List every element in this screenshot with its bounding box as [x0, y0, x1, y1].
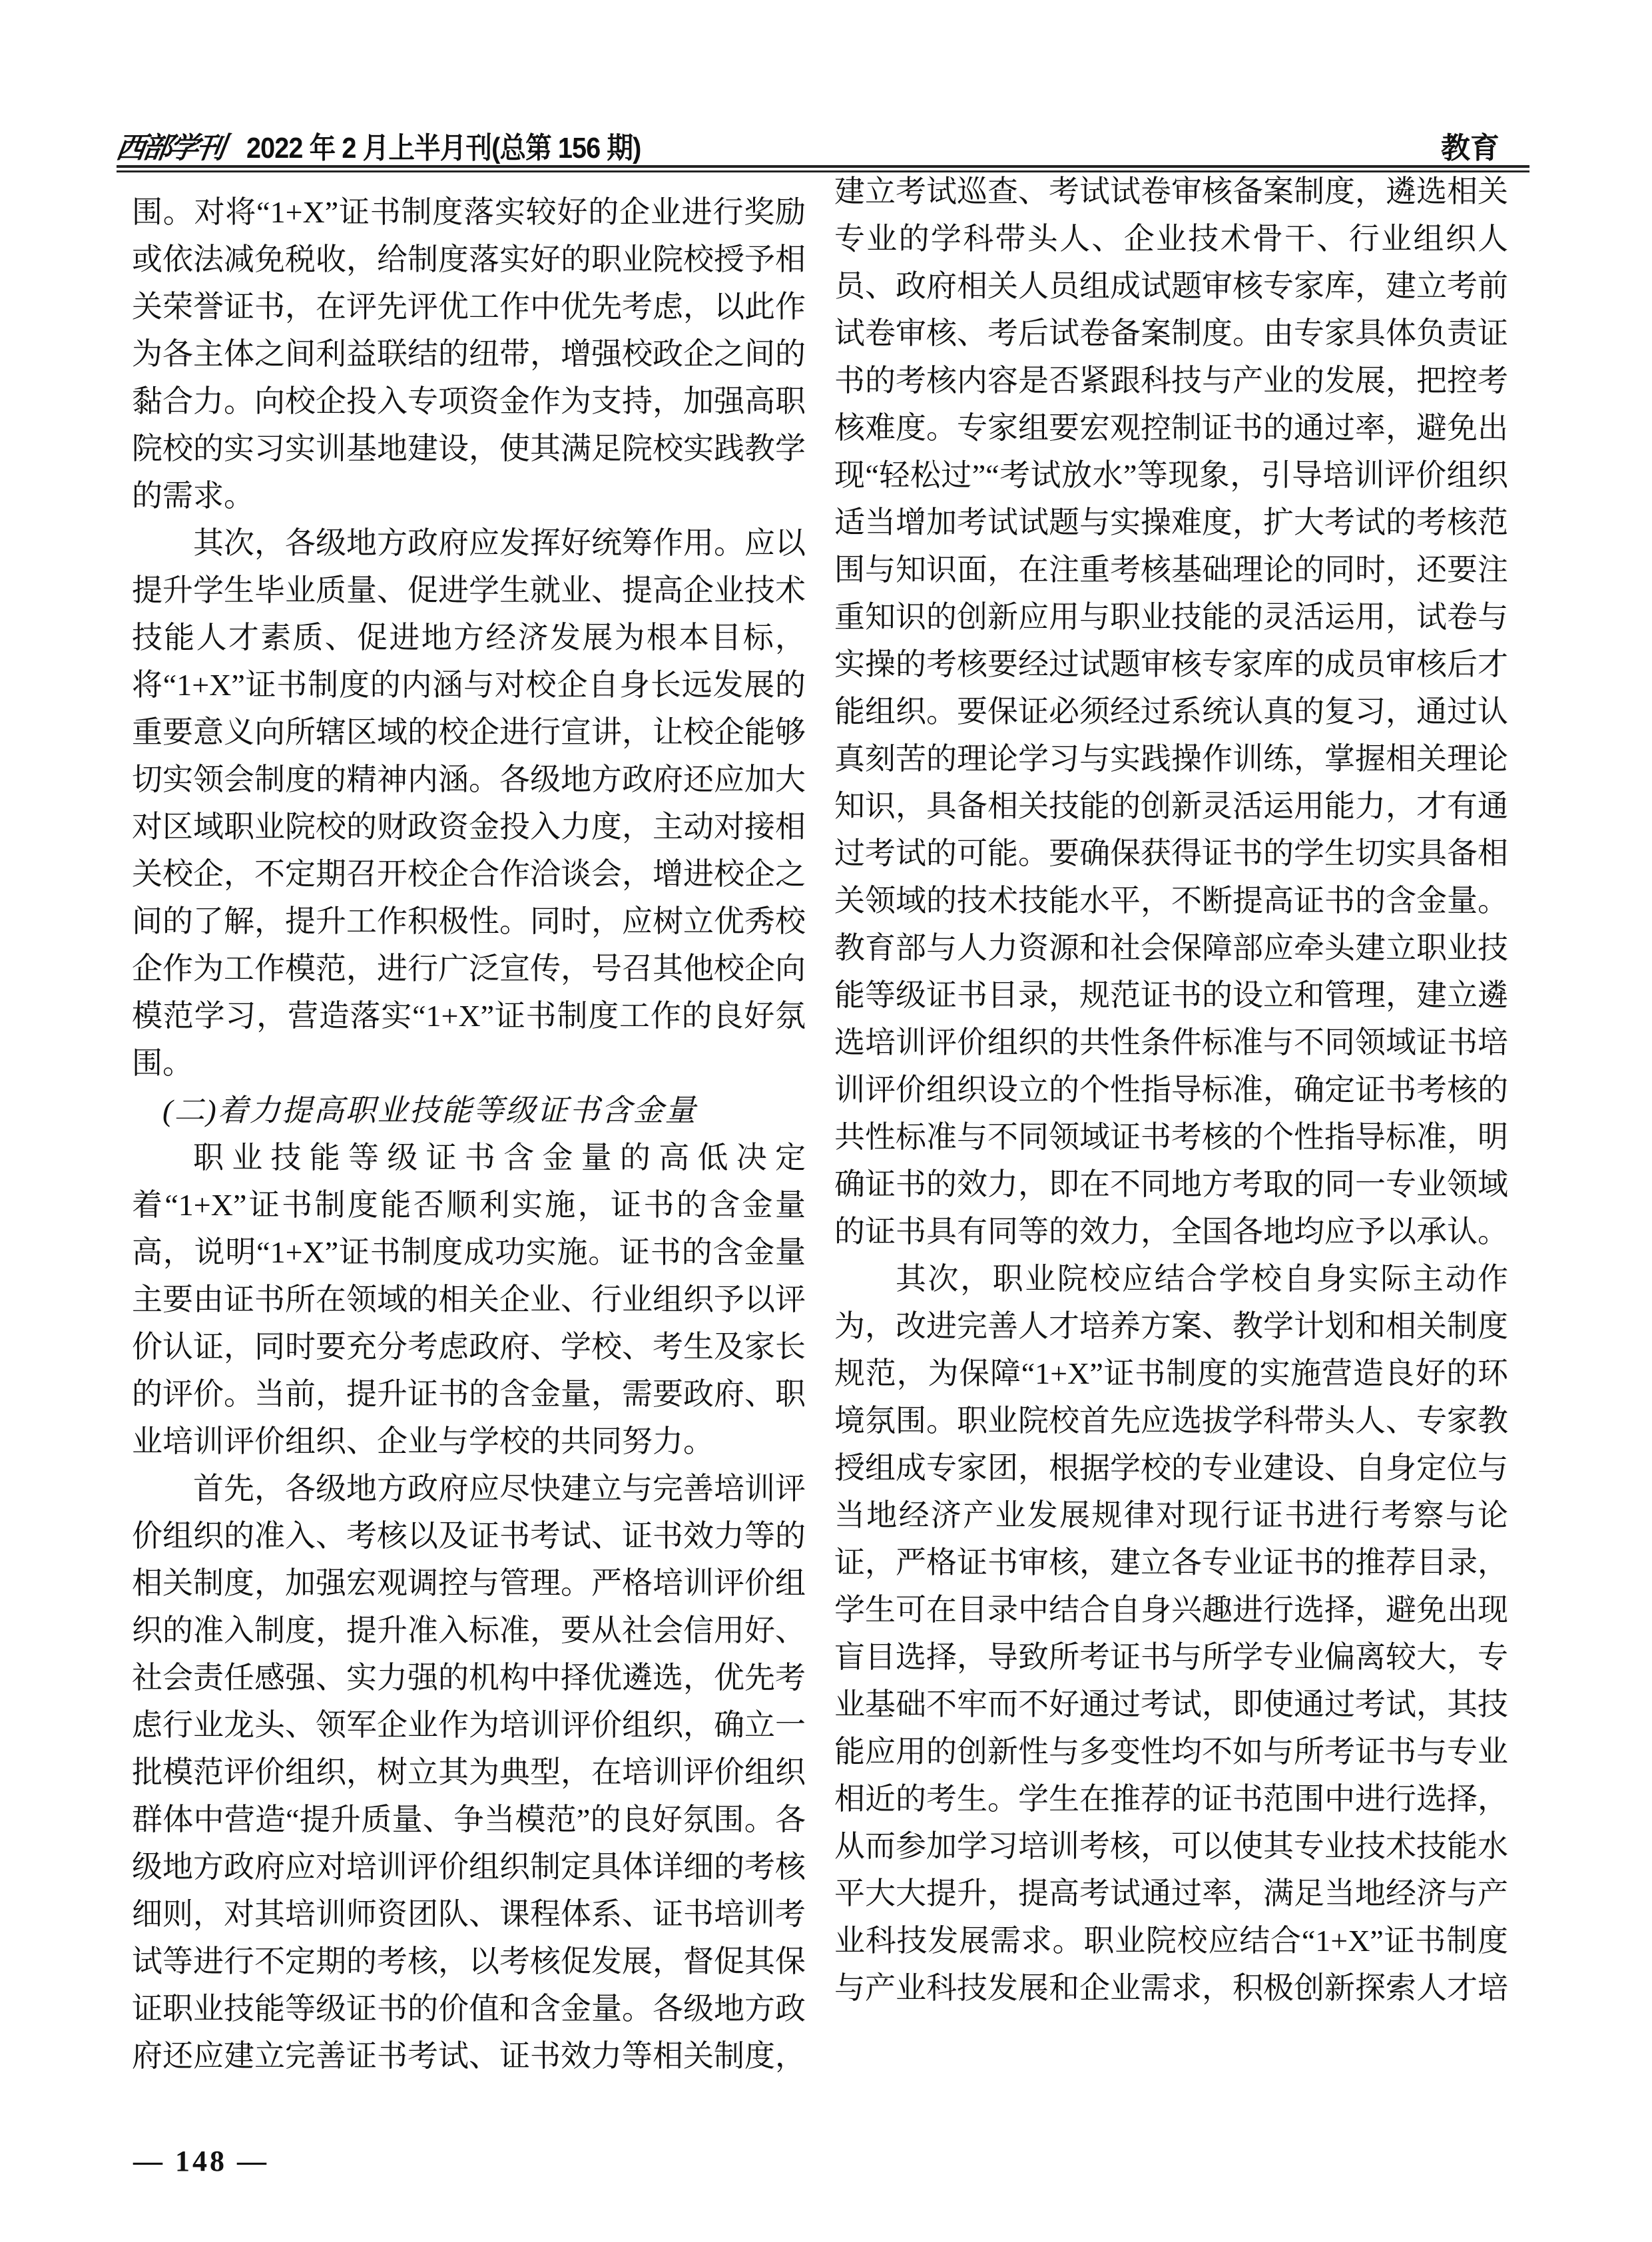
journal-logo: 西部学刊: [113, 132, 225, 164]
right-column: [834, 168, 1508, 2012]
paragraph: 首先，各级地方政府应尽快建立与完善培训评价组织的准入、考核以及证书考试、证书效力等的相关制度，加强宏观调控与管理。严格培训评价组织的准入制度，提升准入标准，要从社会信用好、社会责任感强、实力强的机构中择优遴选，优先考虑行业龙头、领军企业作为培训评价组织，确立一批模范评价组织，树立其为典型，在培训评价组织群体中营造“提升质量、争当模范”的良好氛围。各级地方政府应对培训评价组织制定具体详细的考核细则，对其培训师资团队、课程体系、证书培训考试等进行不定期的考核，以考核促发展，督促其保证职业技能等级证书的价值和含金量。各级地方政府还应建立完善证书考试、证书效力等相关制度，: [132, 1472, 806, 2073]
paragraph: 职业技能等级证书含金量的高低决定着“1+X”证书制度能否顺利实施，证书的含金量高，说明“1+X”证书制度成功实施。证书的含金量主要由证书所在领域的相关企业、行业组织予以评价认证，同时要充分考虑政府、学校、考生及家长的评价。当前，提升证书的含金量，需要政府、职业培训评价组织、企业与学校的共同努力。: [132, 1141, 806, 1458]
paragraph: 围。对将“1+X”证书制度落实较好的企业进行奖励或依法减免税收，给制度落实好的职业院校授予相关荣誉证书，在评先评优工作中优先考虑，以此作为各主体之间利益联结的纽带，增强校政企之间的黏合力。向校企投入专项资金作为支持，加强高职院校的实习实训基地建设，使其满足院校实践教学的需求。: [132, 195, 806, 513]
paragraph: 其次，职业院校应结合学校自身实际主动作为，改进完善人才培养方案、教学计划和相关制度规范，为保障“1+X”证书制度的实施营造良好的环境氛围。职业院校首先应选拔学科带头人、专家教授组成专家团，根据学校的专业建设、自身定位与当地经济产业发展规律对现行证书进行考察与论证，严格证书审核，建立各专业证书的推荐目录，学生可在目录中结合自身兴趣进行选择，避免出现盲目选择，导致所考证书与所学专业偏离较大，专业基础不牢而不好通过考试，即使通过考试，其技能应用的创新性与多变性均不如与所考证书与专业相近的考生。学生在推荐的证书范围中进行选择，从而参加学习培训考核，可以使其专业技术技能水平大大提升，提高考试通过率，满足当地经济与产业科技发展需求。职业院校应结合“1+X”证书制度与产业科技发展和企业需求，积极创新探索人才培: [834, 1262, 1508, 2005]
issue-info: 2022 年 2 月上半月刊(总第 156 期): [246, 132, 641, 164]
paragraph: 其次，各级地方政府应发挥好统筹作用。应以提升学生毕业质量、促进学生就业、提高企业技术技能人才素质、促进地方经济发展为根本目标，将“1+X”证书制度的内涵与对校企自身长远发展的重要意义向所辖区域的校企进行宣讲，让校企能够切实领会制度的精神内涵。各级地方政府还应加大对区域职业院校的财政资金投入力度，主动对接相关校企，不定期召开校企合作洽谈会，增进校企之间的了解，提升工作积极性。同时，应树立优秀校企作为工作模范，进行广泛宣传，号召其他校企向模范学习，营造落实“1+X”证书制度工作的良好氛围。: [132, 526, 806, 1080]
running-header: [113, 120, 1529, 164]
page-number: — 148 —: [133, 2145, 269, 2177]
left-column: [132, 188, 806, 2080]
paragraph: 建立考试巡查、考试试卷审核备案制度，遴选相关专业的学科带头人、企业技术骨干、行业组织人员、政府相关人员组成试题审核专家库，建立考前试卷审核、考后试卷备案制度。由专家具体负责证书的考核内容是否紧跟科技与产业的发展，把控考核难度。专家组要宏观控制证书的通过率，避免出现“轻松过”“考试放水”等现象，引导培训评价组织适当增加考试试题与实操难度，扩大考试的考核范围与知识面，在注重考核基础理论的同时，还要注重知识的创新应用与职业技能的灵活运用，试卷与实操的考核要经过试题审核专家库的成员审核后才能组织。要保证必须经过系统认真的复习，通过认真刻苦的理论学习与实践操作训练，掌握相关理论知识，具备相关技能的创新灵活运用能力，才有通过考试的可能。要确保获得证书的学生切实具备相关领域的技术技能水平，不断提高证书的含金量。教育部与人力资源和社会保障部应牵头建立职业技能等级证书目录，规范证书的设立和管理，建立遴选培训评价组织的共性条件标准与不同领域证书培训评价组织设立的个性指导标准，确定证书考核的共性标准与不同领域证书考核的个性指导标准，明确证书的效力，即在不同地方考取的同一专业领域的证书具有同等的效力，全国各地均应予以承认。: [834, 174, 1508, 1249]
section-heading: (二)着力提高职业技能等级证书含金量: [162, 1093, 697, 1127]
section-label: 教育: [1441, 132, 1500, 164]
